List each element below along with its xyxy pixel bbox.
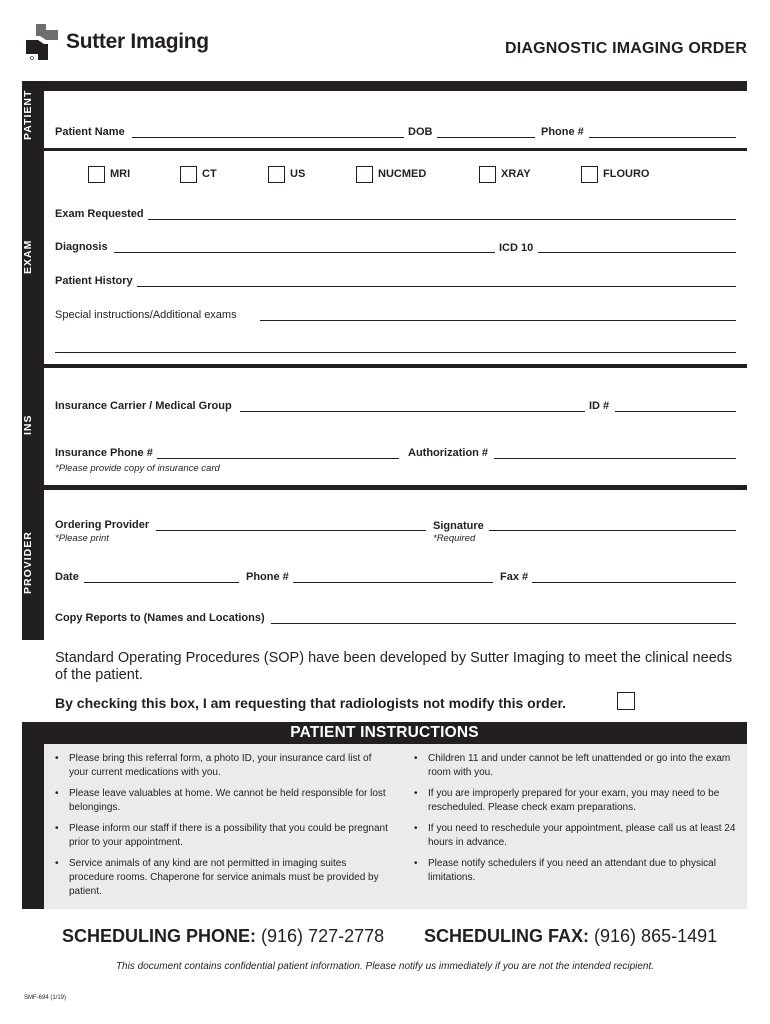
authorization-label: Authorization #: [408, 447, 489, 459]
icd-field[interactable]: [538, 252, 736, 253]
confidentiality-notice: This document contains confidential patient information. Please notify us immediately if you are not the intended recipient.: [115, 961, 655, 972]
provider-fax-field[interactable]: [532, 582, 736, 583]
patient-history-field[interactable]: [137, 286, 736, 287]
patient-instructions-title: PATIENT INSTRUCTIONS: [22, 722, 747, 744]
instruction-item: • Please bring this referral form, a photo ID, your insurance card list of your current medications with you.: [55, 753, 372, 778]
signature-field[interactable]: [489, 530, 736, 531]
dob-label: DOB: [408, 126, 433, 138]
instruction-item: • Children 11 and under cannot be left unattended or go into the exam room with you.: [414, 753, 731, 778]
exam-requested-label: Exam Requested: [55, 208, 144, 220]
special-instructions-field-2[interactable]: [55, 352, 736, 353]
ordering-provider-field[interactable]: [156, 530, 426, 531]
section-label-provider: PROVIDER: [22, 531, 34, 594]
provider-fax-label: Fax #: [500, 571, 529, 583]
patient-history-label: Patient History: [55, 275, 133, 287]
provider-phone-label: Phone #: [246, 571, 289, 583]
insurance-carrier-field[interactable]: [240, 411, 585, 412]
signature-label: Signature: [433, 520, 484, 532]
date-field[interactable]: [84, 582, 239, 583]
insurance-phone-label: Insurance Phone #: [55, 447, 153, 459]
diagnosis-label: Diagnosis: [55, 241, 108, 253]
instruction-item: • If you are improperly prepared for your exam, you may need to be rescheduled. Please check exam preparations.: [414, 788, 720, 813]
insurance-phone-field[interactable]: [157, 458, 399, 459]
checkbox-ct[interactable]: [180, 166, 197, 183]
section-label-ins: INS: [22, 414, 34, 435]
no-modify-label: By checking this box, I am requesting that radiologists not modify this order.: [55, 695, 567, 711]
document-title: DIAGNOSTIC IMAGING ORDER: [505, 40, 748, 57]
brand-name: Sutter Imaging: [66, 30, 209, 53]
modality-label-us: US: [290, 168, 306, 180]
modality-label-mri: MRI: [110, 168, 131, 180]
provider-top-bar: [22, 485, 747, 490]
ins-top-bar: [22, 364, 747, 368]
copy-reports-field[interactable]: [271, 623, 736, 624]
icd-label: ICD 10: [499, 242, 534, 254]
patient-name-label: Patient Name: [55, 126, 125, 138]
dob-field[interactable]: [437, 137, 535, 138]
special-instructions-label: Special instructions/Additional exams: [55, 309, 237, 321]
checkbox-flouro[interactable]: [581, 166, 598, 183]
patient-phone-label: Phone #: [541, 126, 584, 138]
insurance-id-field[interactable]: [615, 411, 736, 412]
diagnosis-field[interactable]: [114, 252, 495, 253]
signature-note: *Required: [433, 533, 476, 544]
patient-phone-field[interactable]: [589, 137, 736, 138]
checkbox-nucmed[interactable]: [356, 166, 373, 183]
patient-top-bar: [22, 81, 747, 91]
checkbox-xray[interactable]: [479, 166, 496, 183]
sutter-logo-icon: [22, 22, 62, 62]
instruction-item: • If you need to reschedule your appointment, please call us at least 24 hours in advance.: [414, 823, 736, 848]
form-number: SMF-694 (1/19): [24, 995, 67, 1001]
modality-label-nucmed: NUCMED: [378, 168, 427, 180]
scheduling-fax: SCHEDULING FAX: (916) 865-1491: [424, 926, 718, 946]
instruction-item: • Please inform our staff if there is a possibility that you could be pregnant prior to your appointment.: [55, 823, 388, 848]
authorization-field[interactable]: [494, 458, 736, 459]
instruction-item: • Please leave valuables at home. We cannot be held responsible for lost belongings.: [55, 788, 386, 813]
date-label: Date: [55, 571, 79, 583]
patient-name-field[interactable]: [132, 137, 404, 138]
exam-top-bar: [22, 148, 747, 151]
checkbox-us[interactable]: [268, 166, 285, 183]
scheduling-phone: SCHEDULING PHONE: (916) 727-2778: [62, 926, 385, 946]
insurance-id-label: ID #: [589, 400, 610, 412]
modality-label-ct: CT: [202, 168, 217, 180]
insurance-card-note: *Please provide copy of insurance card: [55, 463, 220, 474]
checkbox-mri[interactable]: [88, 166, 105, 183]
exam-requested-field[interactable]: [148, 219, 736, 220]
section-label-exam: EXAM: [22, 239, 34, 274]
section-label-patient: PATIENT: [22, 89, 34, 141]
instruction-item: • Service animals of any kind are not permitted in imaging suites procedure rooms. Chaperone for service animals must be provided by patient.: [55, 858, 379, 897]
ordering-provider-label: Ordering Provider: [55, 519, 150, 531]
insurance-carrier-label: Insurance Carrier / Medical Group: [55, 400, 232, 412]
copy-reports-label: Copy Reports to (Names and Locations): [55, 612, 265, 624]
sop-statement: Standard Operating Procedures (SOP) have been developed by Sutter Imaging to meet the clinical needs of the patient.: [55, 650, 733, 683]
ordering-provider-note: *Please print: [55, 533, 109, 544]
no-modify-checkbox[interactable]: [617, 692, 635, 710]
special-instructions-field[interactable]: [260, 320, 736, 321]
modality-label-flouro: FLOURO: [603, 168, 650, 180]
provider-phone-field[interactable]: [293, 582, 493, 583]
instruction-item: • Please notify schedulers if you need an attendant due to physical limitations.: [414, 858, 716, 883]
modality-label-xray: XRAY: [501, 168, 531, 180]
